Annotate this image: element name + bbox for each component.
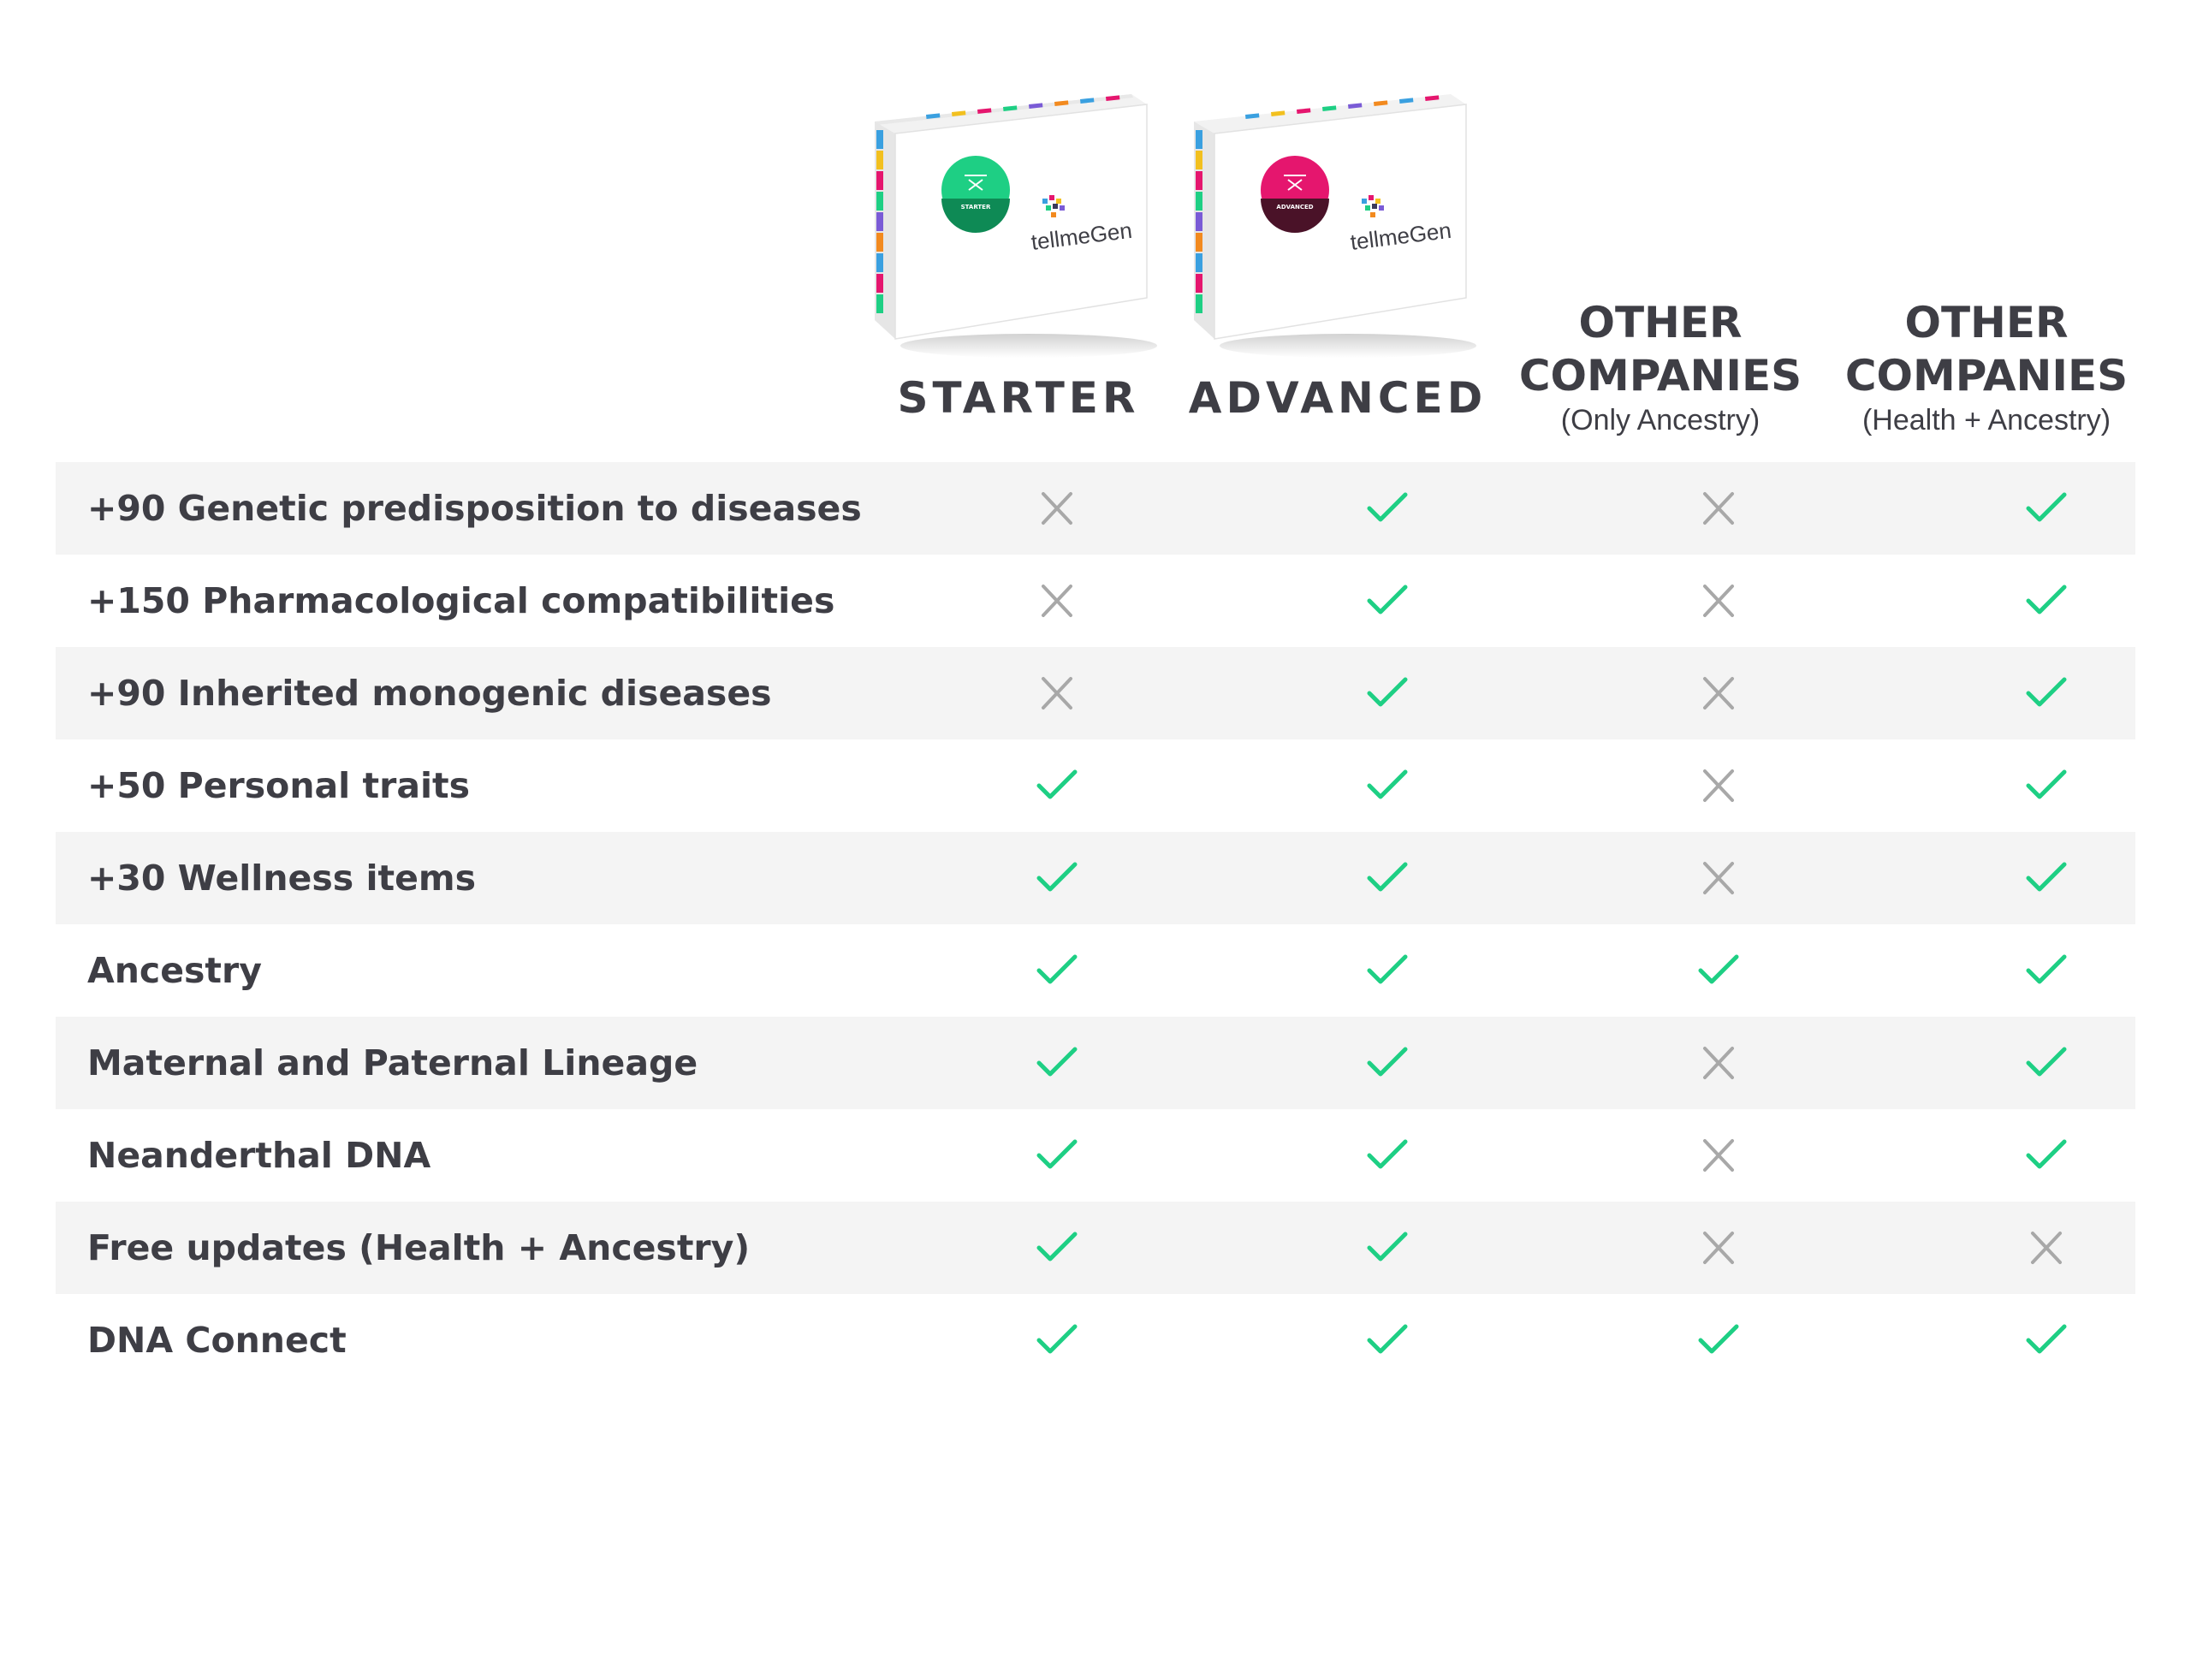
feature-cell	[1667, 462, 1770, 555]
check-icon	[1366, 676, 1409, 710]
other-ancestry-title-line1: OTHER	[1578, 298, 1743, 347]
feature-cell	[1995, 924, 2098, 1017]
check-icon	[1366, 1323, 1409, 1357]
advanced-kit-box-image	[1194, 89, 1485, 363]
check-icon	[2025, 769, 2068, 803]
feature-cell	[1336, 1017, 1439, 1109]
check-icon	[1366, 584, 1409, 618]
check-icon	[2025, 1046, 2068, 1080]
feature-cell	[1667, 832, 1770, 924]
advanced-title: ADVANCED	[1188, 373, 1487, 423]
feature-cell	[1006, 555, 1108, 647]
feature-cell	[1995, 462, 2098, 555]
starter-title: STARTER	[897, 373, 1140, 423]
check-icon	[2025, 584, 2068, 618]
svg-text:STARTER: STARTER	[960, 204, 991, 211]
cross-icon	[1697, 769, 1740, 803]
check-icon	[2025, 491, 2068, 525]
feature-label: +90 Genetic predisposition to diseases	[87, 488, 862, 529]
feature-cell	[1667, 739, 1770, 832]
cross-icon	[1697, 861, 1740, 895]
feature-cell	[1667, 1202, 1770, 1294]
column-head-advanced	[1175, 77, 1500, 454]
feature-cell	[1336, 647, 1439, 739]
column-head-other-health	[1824, 77, 2149, 454]
feature-comparison-table	[56, 462, 2135, 1386]
feature-cell	[1336, 1294, 1439, 1386]
feature-cell	[1995, 555, 2098, 647]
check-icon	[2025, 953, 2068, 988]
check-icon	[1366, 491, 1409, 525]
check-icon	[1366, 1046, 1409, 1080]
feature-cell	[1667, 1109, 1770, 1202]
table-row	[56, 1017, 2135, 1109]
other-health-subtitle: (Health + Ancestry)	[1861, 404, 2111, 436]
check-icon	[2025, 1323, 2068, 1357]
cross-icon	[1697, 676, 1740, 710]
feature-cell	[1006, 1202, 1108, 1294]
feature-cell	[1006, 1294, 1108, 1386]
check-icon	[1366, 953, 1409, 988]
cross-icon	[1697, 491, 1740, 525]
check-icon	[2025, 1138, 2068, 1172]
feature-cell	[1667, 1017, 1770, 1109]
table-row	[56, 1109, 2135, 1202]
feature-cell	[1006, 924, 1108, 1017]
feature-cell	[1336, 555, 1439, 647]
table-row	[56, 924, 2135, 1017]
feature-cell	[1995, 1202, 2098, 1294]
check-icon	[1366, 861, 1409, 895]
comparison-header	[0, 0, 2191, 462]
cross-icon	[1697, 1046, 1740, 1080]
feature-label: Maternal and Paternal Lineage	[87, 1042, 698, 1083]
cross-icon	[1697, 1231, 1740, 1265]
feature-cell	[1006, 832, 1108, 924]
feature-cell	[1995, 832, 2098, 924]
feature-cell	[1995, 647, 2098, 739]
svg-text:ADVANCED: ADVANCED	[1276, 204, 1314, 211]
check-icon	[1036, 861, 1078, 895]
other-health-title-line1: OTHER	[1904, 298, 2069, 347]
cross-icon	[1036, 491, 1078, 525]
feature-cell	[1667, 647, 1770, 739]
feature-label: +30 Wellness items	[87, 858, 477, 899]
column-head-other-ancestry	[1498, 77, 1823, 454]
feature-cell	[1667, 1294, 1770, 1386]
feature-label: DNA Connect	[87, 1320, 347, 1361]
check-icon	[1366, 1138, 1409, 1172]
feature-label: +90 Inherited monogenic diseases	[87, 673, 772, 714]
cross-icon	[1697, 1138, 1740, 1172]
table-row	[56, 462, 2135, 555]
check-icon	[1697, 953, 1740, 988]
feature-cell	[1336, 1202, 1439, 1294]
check-icon	[1036, 953, 1078, 988]
check-icon	[1036, 1046, 1078, 1080]
check-icon	[1697, 1323, 1740, 1357]
cross-icon	[1036, 676, 1078, 710]
other-health-title	[1824, 296, 2149, 402]
feature-cell	[1006, 647, 1108, 739]
feature-cell	[1336, 462, 1439, 555]
check-icon	[1366, 1231, 1409, 1265]
feature-label: Free updates (Health + Ancestry)	[87, 1227, 751, 1268]
cross-icon	[2025, 1231, 2068, 1265]
feature-cell	[1006, 462, 1108, 555]
other-ancestry-title	[1498, 296, 1823, 402]
table-row	[56, 647, 2135, 739]
svg-text:tellmeGen: tellmeGen	[1349, 217, 1453, 255]
feature-label: +150 Pharmacological compatibilities	[87, 580, 835, 621]
other-ancestry-title-line2: COMPANIES	[1518, 351, 1802, 401]
feature-cell	[1995, 739, 2098, 832]
cross-icon	[1036, 584, 1078, 618]
feature-cell	[1006, 1109, 1108, 1202]
feature-label: Neanderthal DNA	[87, 1135, 431, 1176]
check-icon	[1036, 1138, 1078, 1172]
other-ancestry-subtitle: (Only Ancestry)	[1560, 404, 1761, 436]
feature-cell	[1336, 739, 1439, 832]
feature-cell	[1336, 1109, 1439, 1202]
table-row	[56, 555, 2135, 647]
feature-cell	[1667, 555, 1770, 647]
feature-cell	[1995, 1109, 2098, 1202]
check-icon	[2025, 676, 2068, 710]
check-icon	[1036, 769, 1078, 803]
check-icon	[2025, 861, 2068, 895]
table-row	[56, 832, 2135, 924]
check-icon	[1036, 1231, 1078, 1265]
feature-label: Ancestry	[87, 950, 262, 991]
feature-cell	[1336, 924, 1439, 1017]
cross-icon	[1697, 584, 1740, 618]
feature-cell	[1006, 1017, 1108, 1109]
check-icon	[1366, 769, 1409, 803]
feature-label: +50 Personal traits	[87, 765, 471, 806]
table-row	[56, 1294, 2135, 1386]
feature-cell	[1006, 739, 1108, 832]
other-health-title-line2: COMPANIES	[1844, 351, 2129, 401]
table-row	[56, 1202, 2135, 1294]
check-icon	[1036, 1323, 1078, 1357]
column-head-starter	[856, 77, 1181, 454]
feature-cell	[1995, 1017, 2098, 1109]
svg-text:tellmeGen: tellmeGen	[1030, 217, 1134, 255]
table-row	[56, 739, 2135, 832]
feature-cell	[1336, 832, 1439, 924]
starter-kit-box-image	[875, 89, 1166, 363]
feature-cell	[1995, 1294, 2098, 1386]
feature-cell	[1667, 924, 1770, 1017]
